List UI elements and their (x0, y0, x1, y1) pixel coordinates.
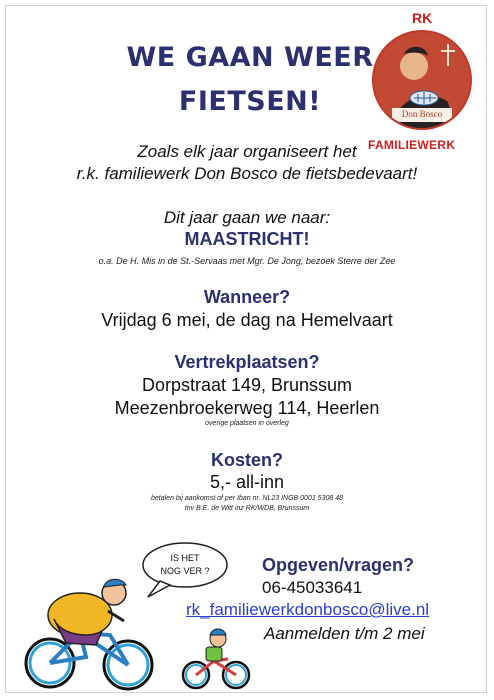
speech-line-2: NOG VER ? (160, 566, 210, 576)
contact-heading: Opgeven/vragen? (262, 555, 415, 575)
cost-amount: 5,- all-inn (209, 472, 285, 492)
cost-note-1: betalen bij aankomst of per Iban nr. NL23 INGB 0001 5308 48 (151, 495, 343, 502)
speech-line-1: IS HET (170, 553, 200, 563)
departure-heading: Vertrekplaatsen? (174, 352, 320, 372)
title-line-2: FIETSEN! (178, 86, 322, 117)
destination-place: MAASTRICHT! (184, 229, 310, 249)
logo-familiewerk-text: FAMILIEWERK (368, 138, 456, 152)
when-heading: Wanneer? (203, 287, 291, 307)
departure-place-1: Dorpstraat 149, Brunssum (141, 375, 353, 395)
cost-note-2: tnv B.E. de Witt inz RK/WDB, Brunssum (184, 505, 310, 512)
title-line-1: WE GAAN WEER (126, 42, 374, 73)
intro-line-1: Zoals elk jaar organiseert het (137, 142, 357, 161)
when-text: Vrijdag 6 mei, de dag na Hemelvaart (101, 310, 393, 330)
destination-lead: Dit jaar gaan we naar: (163, 208, 331, 227)
contact-email-link[interactable]: rk_familiewerkdonbosco@live.nl (186, 600, 430, 619)
intro-line-2: r.k. familiewerk Don Bosco de fietsbedevaart! (76, 164, 418, 183)
don-bosco-logo (372, 30, 472, 130)
destination-note: o.a. De H. Mis in de St.-Servaas met Mgr. De Jong, bezoek Sterre der Zee (98, 256, 396, 266)
logo-rk-text: RK (412, 10, 433, 26)
departure-note: overige plaatsen in overleg (205, 420, 289, 427)
departure-place-2: Meezenbroekerweg 114, Heerlen (114, 398, 380, 418)
contact-phone: 06-45033641 (262, 578, 363, 597)
cost-heading: Kosten? (211, 450, 283, 470)
registration-deadline: Aanmelden t/m 2 mei (264, 624, 425, 643)
logo-badge-text: Don Bosco (401, 109, 443, 119)
